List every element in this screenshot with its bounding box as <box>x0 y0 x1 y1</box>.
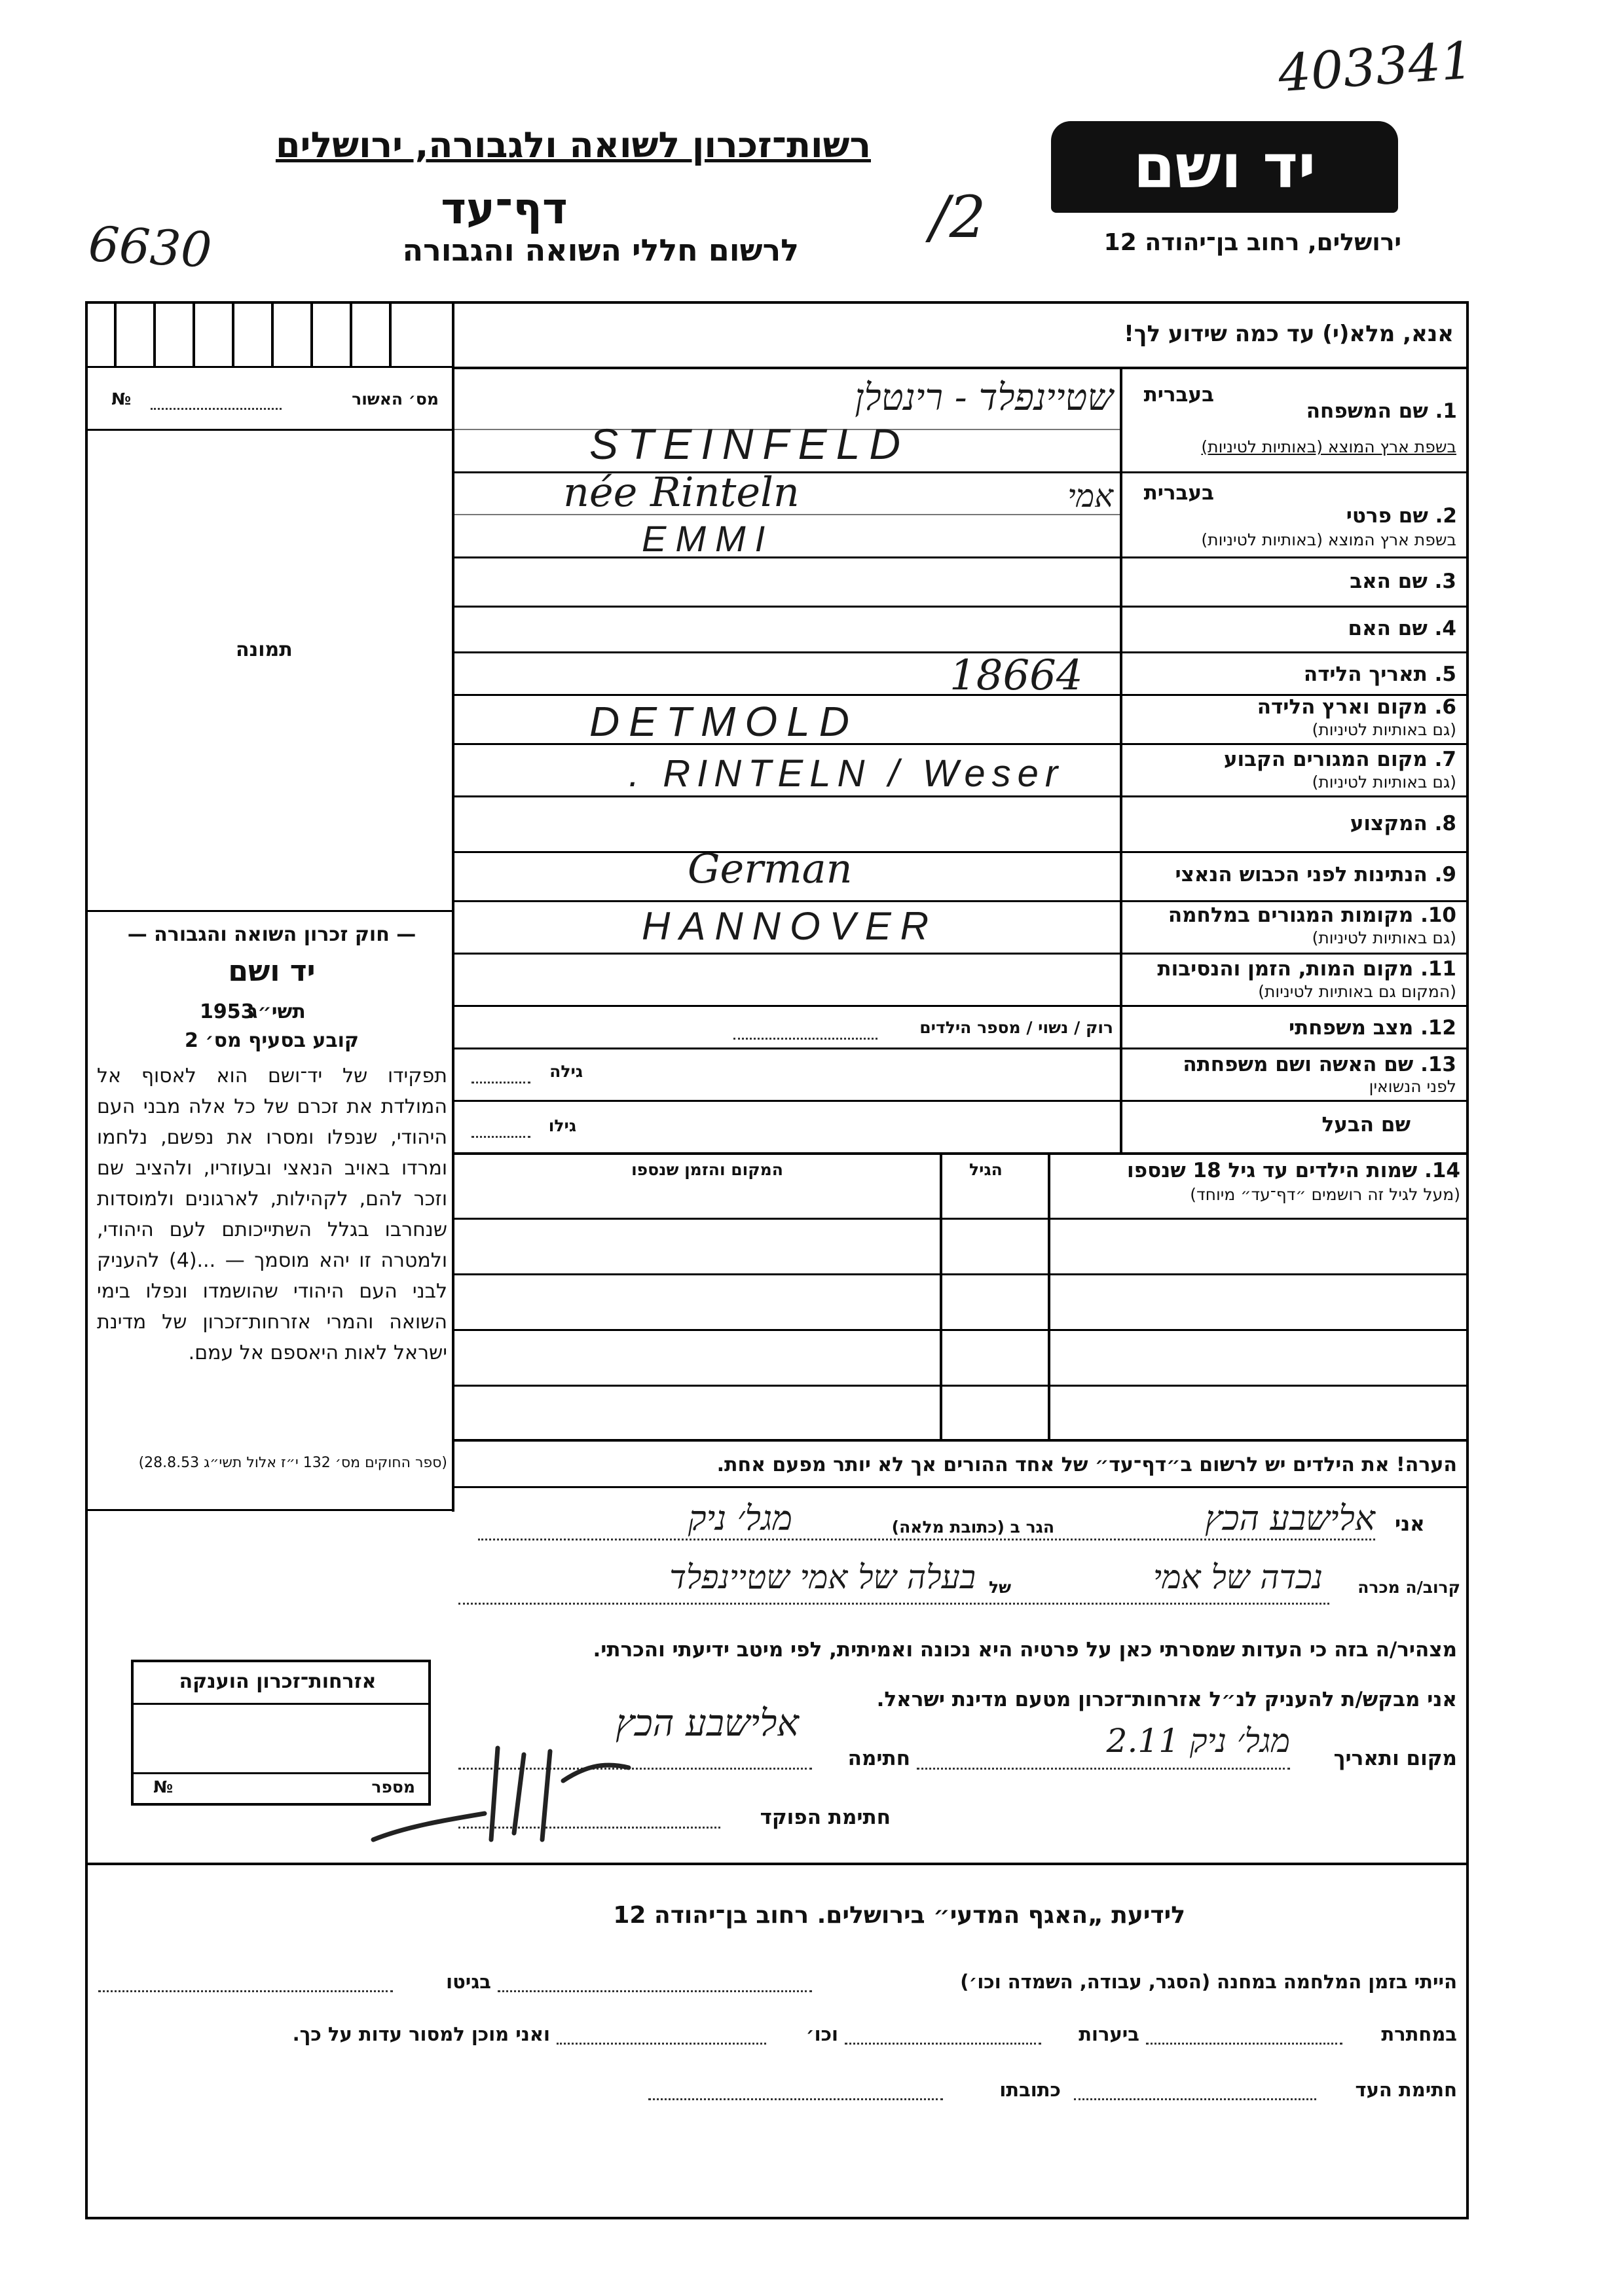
approval-label: מס׳ האשור <box>352 390 439 409</box>
citizenship-title: אזרחות־זכרון הוענקה <box>179 1670 377 1693</box>
request-text: אני מבקש/ת להעניק לנ״ל אזרחות־זכרון מטעם מדינת ישראל. <box>876 1688 1457 1711</box>
photo-label: תמונה <box>236 638 293 661</box>
field-7-label: 7. מקום המגורים הקבוע <box>1223 748 1456 771</box>
field-1-heb-tag: בעברית <box>1143 383 1214 407</box>
footer-underground: במחתרת <box>1381 2023 1457 2045</box>
field-10-label: 10. מקומות המגורים במלחמה <box>1168 903 1456 927</box>
field-2-sub: בשפת ארץ המוצא (באותיות לטיניות) <box>1201 530 1456 549</box>
declarant-address[interactable]: מגל׳ ניק <box>688 1499 792 1539</box>
file-number: 6630 <box>86 216 213 279</box>
footer-witness-sig: חתימת העד <box>1355 2079 1457 2101</box>
signature-value[interactable]: אלישבע הכץ <box>616 1702 799 1745</box>
approval-no: № <box>111 390 132 409</box>
signature-label: חתימה <box>847 1747 910 1770</box>
field-5-value[interactable]: 18664 <box>950 651 1083 700</box>
children-sub: (מעל לגיל זה רושמים ״דף־עד״ מיוחד) <box>1190 1185 1460 1204</box>
field-2-value[interactable]: EMMI <box>642 518 775 559</box>
footer-testimony: ואני מוכן למסור עדות על כך. <box>292 2023 550 2045</box>
law-body: תפקידו של יד־ושם הוא לאסוף אל המולדת את זכרם של כל אלה מבני העם היהודי, שנפלו ומסרו את נפשם, נלחמו ומרדו באויב הנאצי ובעוזריו, ולהציב שם וזכר להם, לקהילות, לארגונים ולמוסדות שנחרבו בגלל השתייכותם לעם היהודי, ולמטרה זו יהא מוסמך — ...(4) להעניק לבני העם היהודי שהושמדו ונפלו בימי השואה והמרי אזרחות־זכרון של מדינת ישראל לאות היאספם אל עמם. <box>97 1065 447 1364</box>
field-10-value[interactable]: HANNOVER <box>642 904 938 948</box>
field-6-value[interactable]: DETMOLD <box>589 698 858 745</box>
footer-line1: הייתי בזמן המלחמה במחנה (הסגר, עבודה, השמדה וכו׳) <box>960 1971 1457 1993</box>
law-year: 1953 <box>200 1000 255 1023</box>
authority-name: רשות־זכרון לשואה ולגבורה, ירושלים <box>275 124 871 166</box>
footer-etc: וכו׳ <box>805 2023 838 2045</box>
citizenship-no: № <box>153 1777 174 1796</box>
approval-field[interactable] <box>111 390 439 416</box>
field-9-value[interactable]: German <box>688 845 853 892</box>
logo-address: ירושלים, רחוב בן־יהודה 12 <box>1103 229 1401 256</box>
field-8-label: 8. המקצוע <box>1350 812 1456 835</box>
logo-text: יד ושם <box>1133 132 1316 202</box>
field-1-label: 1. שם המשפחה <box>1306 399 1457 423</box>
place-date-value[interactable]: מגל׳ ניק 2.11 <box>1106 1722 1290 1760</box>
declarant-ani: אני <box>1395 1512 1425 1536</box>
reference-number: 403341 <box>1276 31 1475 104</box>
field-3-label: 3. שם האב <box>1350 570 1456 593</box>
field-husband-value[interactable]: גילו <box>548 1116 576 1135</box>
field-7-value[interactable]: . RINTELN / Weser <box>629 752 1065 795</box>
field-13-sub: לפני הנשואין <box>1369 1077 1456 1096</box>
col-age: הגיל <box>969 1160 1003 1179</box>
citizenship-box <box>131 1660 431 1806</box>
field-5-label: 5. תאריך הלידה <box>1303 663 1456 686</box>
col-place: המקום והזמן שנספו <box>631 1160 783 1179</box>
declarant-lives-label: הגר ב (כתובת מלאה) <box>891 1518 1054 1537</box>
field-2-value-heb[interactable]: אמי <box>1067 478 1113 515</box>
field-4-label: 4. שם האם <box>1348 617 1456 640</box>
field-13-label: 13. שם האשה ושם משפחתה <box>1183 1053 1456 1076</box>
form-title: דף־עד <box>441 183 568 234</box>
note-text: הערה! את הילדים יש לרשום ב״דף־עד״ של אחד ההורים אך לא יותר מפעם אחת. <box>716 1453 1457 1476</box>
footer-heading: לידיעת „האגף המדעי״ בירושלים. רחוב בן־יהודה 12 <box>613 1902 1185 1929</box>
field-11-sub: (המקום גם באותיות לטיניות) <box>1258 982 1456 1001</box>
field-6-sub: (גם באותיות לטיניות) <box>1312 720 1456 739</box>
instruction-text: אנא, מלא(י) עד כמה שידוע לך! <box>1124 321 1454 347</box>
relation-value[interactable]: נכדה של אמי <box>1153 1558 1323 1596</box>
children-label: 14. שמות הילדים עד גיל 18 שנספו <box>1127 1159 1460 1182</box>
law-title: — חוק זכרון השואה והגבורה — <box>127 923 416 946</box>
deceased-name[interactable]: בעלה של אמי שטיינפלד <box>669 1558 976 1596</box>
place-date-label: מקום ותאריך <box>1333 1747 1457 1770</box>
law-clause: קובע בסעיף מס׳ 2 <box>184 1029 360 1052</box>
field-11-label: 11. מקום המות, הזמן והנסיבות <box>1157 957 1456 981</box>
law-ref: (ספר החוקים מס׳ 132 י״ז אלול תשי״ג 28.8.53) <box>138 1455 447 1471</box>
law-name: יד ושם <box>228 955 316 988</box>
field-9-label: 9. הנתינות לפני הכבוש הנאצי <box>1175 863 1456 886</box>
field-7-sub: (גם באותיות לטיניות) <box>1312 773 1456 792</box>
form-subtitle: לרשום חללי השואה והגבורה <box>402 232 799 268</box>
relation-of: של <box>989 1578 1012 1597</box>
top-boxes <box>88 304 454 368</box>
field-6-label: 6. מקום וארץ הלידה <box>1257 695 1456 719</box>
officer-label: חתימת הפוקד <box>760 1806 891 1829</box>
relation-label: קרוב/ה מכרה <box>1357 1578 1460 1597</box>
yad-vashem-logo <box>1051 121 1398 213</box>
declaration-text: מצהיר/ה בזה כי העדות שמסרתי כאן על פרטיה היא נכונה ואמיתית, לפי מיטב ידיעתי והכרתי. <box>593 1638 1457 1662</box>
footer-address: כתובתו <box>999 2079 1061 2101</box>
field-12-value[interactable]: רוק / נשוי / מספר הילדים <box>919 1018 1113 1037</box>
field-husband-label: שם הבעל <box>1321 1113 1411 1137</box>
field-1-sub: בשפת ארץ המוצא (באותיות לטיניות) <box>1201 437 1456 456</box>
field-13-value[interactable]: גילה <box>549 1062 583 1081</box>
field-12-label: 12. מצב משפחתי <box>1288 1016 1456 1040</box>
page-mark: /2 <box>930 183 986 251</box>
citizenship-number-label: מספר <box>371 1777 415 1796</box>
declarant-name[interactable]: אלישבע הכץ <box>1205 1499 1375 1539</box>
field-10-sub: (גם באותיות לטיניות) <box>1312 928 1456 947</box>
field-2-note[interactable]: née Rinteln <box>563 468 800 516</box>
field-1-value[interactable]: STEINFELD <box>589 420 910 468</box>
field-1-value-heb[interactable]: שטיינפלד - רינטלן <box>855 376 1113 419</box>
law-year-heb: תשי״ג <box>249 1000 306 1023</box>
field-2-heb-tag: בעברית <box>1143 481 1214 505</box>
footer-ghetto: בגיטו <box>446 1971 491 1993</box>
footer-forests: ביערות <box>1079 2023 1139 2045</box>
field-2-label: 2. שם פרטי <box>1346 504 1457 528</box>
